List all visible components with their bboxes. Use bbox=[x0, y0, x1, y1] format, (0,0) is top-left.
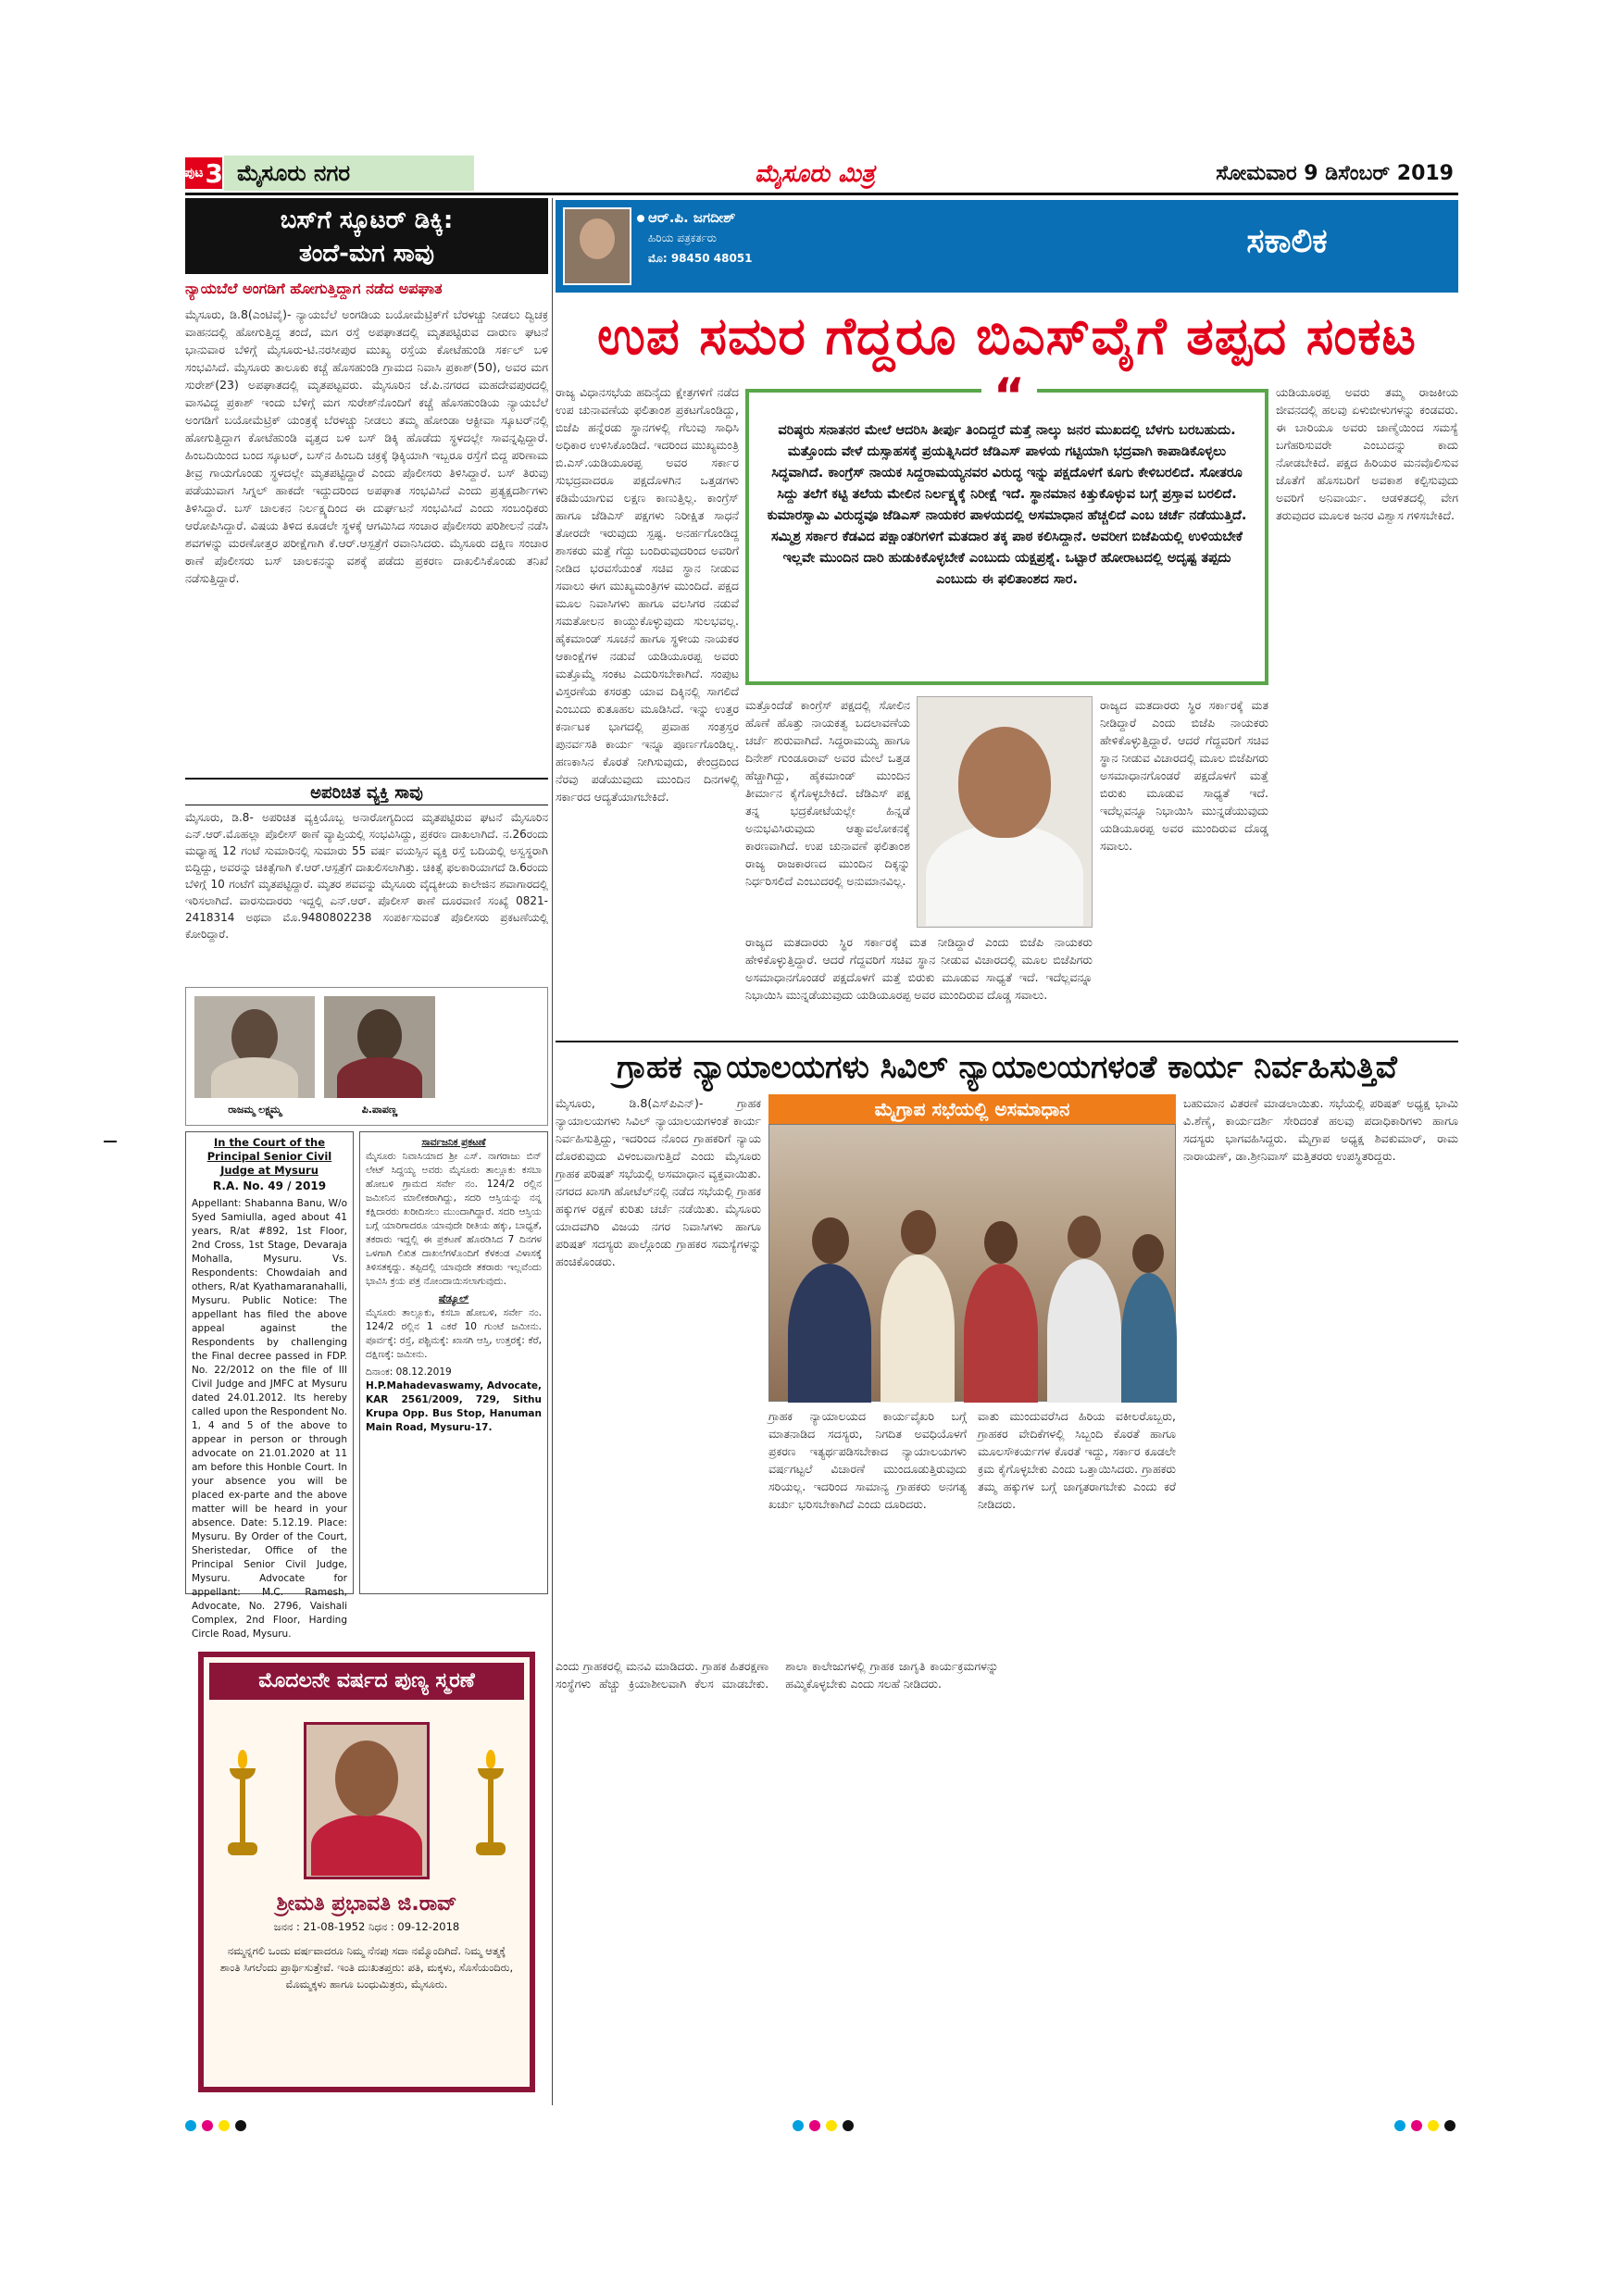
court-notice bbox=[185, 1131, 354, 1640]
obituary-caption-1: ರಾಜಮ್ಮ ಲಕ್ಷ್ಮಮ್ಮ bbox=[228, 1104, 281, 1116]
memorial-photo-sari bbox=[311, 1815, 422, 1876]
column-body-part3: ರಾಜ್ಯದ ಮತದಾರರು ಸ್ಥಿರ ಸರ್ಕಾರಕ್ಕೆ ಮತ ನೀಡಿದ್ದಾರೆ ಎಂದು ಬಿಜೆಪಿ ನಾಯಕರು ಹೇಳಿಕೊಳ್ಳುತ್ತಿದ್ದಾರೆ. ಆದರೆ ಗೆದ್ದವರಿಗೆ ಸಚಿವ ಸ್ಥಾನ ನೀಡುವ ವಿಚಾರದಲ್ಲಿ ಮೂಲ ಬಿಜೆಪಿಗರು ಅಸಮಾಧಾನಗೊಂಡರೆ ಪಕ್ಷದೊಳಗೆ ಮತ್ತೆ ಬಿರುಕು ಮೂಡುವ ಸಾಧ್ಯತೆ ಇದೆ. ಇದೆಲ್ಲವನ್ನೂ ನಿಭಾಯಿಸಿ ಮುನ್ನಡೆಯುವುದು ಯಡಿಯೂರಪ್ಪ ಅವರ ಮುಂದಿರುವ ದೊಡ್ಡ ಸವಾಲು. bbox=[1100, 698, 1268, 853]
column-divider bbox=[552, 198, 553, 2105]
memorial-photo-face bbox=[335, 1741, 398, 1816]
public-notice bbox=[359, 1131, 548, 1594]
accident-headline bbox=[185, 198, 548, 274]
column-tag: ಸಕಾಲಿಕ bbox=[1246, 222, 1328, 260]
consumer-story-part1: ಮೈಸೂರು, ಡಿ.8(ಎಸ್‌ಪಿಎನ್)- ಗ್ರಾಹಕ ನ್ಯಾಯಾಲಯಗಳು ಸಿವಿಲ್ ನ್ಯಾಯಾಲಯಗಳಂತೆ ಕಾರ್ಯ ನಿರ್ವಹಿಸುತ್ತಿದ್ದು, ಇದರಿಂದ ನೊಂದ ಗ್ರಾಹಕರಿಗೆ ನ್ಯಾಯ ದೊರಕುವುದು ವಿಳಂಬವಾಗುತ್ತಿದೆ ಎಂದು ಮೈಸೂರು ಗ್ರಾಹಕ ಪರಿಷತ್ ಸಭೆಯಲ್ಲಿ ಅಸಮಾಧಾನ ವ್ಯಕ್ತವಾಯಿತು. ನಗರದ ಖಾಸಗಿ ಹೋಟೆಲ್‌ನಲ್ಲಿ ನಡೆದ ಸಭೆಯಲ್ಲಿ ಗ್ರಾಹಕ ಹಕ್ಕುಗಳ ರಕ್ಷಣೆ ಕುರಿತು ಚರ್ಚೆ ನಡೆಯಿತು. ಮೈಸೂರು ಯಾದವಗಿರಿ ವಿಜಯ ನಗರ ನಿವಾಸಿಗಳು ಹಾಗೂ ಪರಿಷತ್ ಸದಸ್ಯರು ಪಾಲ್ಗೊಂಡು ಗ್ರಾಹಕರ ಸಮಸ್ಯೆಗಳನ್ನು ಹಂಚಿಕೊಂಡರು. bbox=[556, 1096, 761, 1268]
obituary-caption-2: ಪಿ.ಪಾಪಣ್ಣ bbox=[361, 1104, 398, 1116]
newspaper-logo: ಮೈಸೂರು ಮಿತ್ರ bbox=[755, 160, 875, 188]
accident-headline-line1: ಬಸ್‌ಗೆ ಸ್ಕೂಟರ್ ಡಿಕ್ಕಿ: bbox=[280, 206, 454, 234]
bullet-icon bbox=[637, 215, 644, 222]
notice-date: ದಿನಾಂಕ: 08.12.2019 bbox=[366, 1366, 452, 1378]
schedule-body: ಮೈಸೂರು ತಾಲ್ಲೂಕು, ಕಸಬಾ ಹೋಬಳಿ, ಸರ್ವೇ ನಂ. 124/2 ರಲ್ಲಿನ 1 ಎಕರೆ 10 ಗುಂಟೆ ಜಮೀನು. ಪೂರ್ವಕ್ಕೆ: ರಸ್ತೆ, ಪಶ್ಚಿಮಕ್ಕೆ: ಖಾಸಗಿ ಆಸ್ತಿ, ಉತ್ತರಕ್ಕೆ: ಕೆರೆ, ದಕ್ಷಿಣಕ್ಕೆ: ಜಮೀನು. bbox=[366, 1307, 542, 1360]
consumer-story-part3: ವಾತು ಮುಂದುವರೆಸಿದ ಹಿರಿಯ ವಕೀಲರೊಬ್ಬರು, ಗ್ರಾಹಕರ ವೇದಿಕೆಗಳಲ್ಲಿ ಸಿಬ್ಬಂದಿ ಕೊರತೆ ಹಾಗೂ ಮೂಲಸೌಕರ್ಯಗಳ ಕೊರತೆ ಇದ್ದು, ಸರ್ಕಾರ ಕೂಡಲೇ ಕ್ರಮ ಕೈಗೊಳ್ಳಬೇಕು ಎಂದು ಒತ್ತಾಯಿಸಿದರು. ಗ್ರಾಹಕರು ತಮ್ಮ ಹಕ್ಕುಗಳ ಬಗ್ಗೆ ಜಾಗೃತರಾಗಬೇಕು ಎಂದು ಕರೆ ನೀಡಿದರು. bbox=[978, 1409, 1176, 1511]
public-notice-heading: ಸಾರ್ವಜನಿಕ ಪ್ರಕಟಣೆ bbox=[421, 1137, 486, 1148]
column-body-part4: ಯಡಿಯೂರಪ್ಪ ಅವರು ತಮ್ಮ ರಾಜಕೀಯ ಜೀವನದಲ್ಲಿ ಹಲವು ಏಳುಬೀಳುಗಳನ್ನು ಕಂಡವರು. ಈ ಬಾರಿಯೂ ಅವರು ಜಾಣ್ಮೆಯಿಂದ ಸಮಸ್ಯೆ ಬಗೆಹರಿಸುವರೇ ಎಂಬುದನ್ನು ಕಾದು ನೋಡಬೇಕಿದೆ. ಪಕ್ಷದ ಹಿರಿಯರ ಮನವೊಲಿಸುವ ಜೊತೆಗೆ ಹೊಸಬರಿಗೆ ಅವಕಾಶ ಕಲ್ಪಿಸುವುದು ಅವರಿಗೆ ಅನಿವಾರ್ಯ. ಆಡಳಿತದಲ್ಲಿ ವೇಗ ತರುವುದರ ಮೂಲಕ ಜನರ ವಿಶ್ವಾಸ ಗಳಿಸಬೇಕಿದೆ. bbox=[1276, 385, 1458, 522]
memorial-text: ನಮ್ಮನ್ನಗಲಿ ಒಂದು ವರ್ಷವಾದರೂ ನಿಮ್ಮ ನೆನಪು ಸದಾ ನಮ್ಮೊಂದಿಗಿದೆ. ನಿಮ್ಮ ಆತ್ಮಕ್ಕೆ ಶಾಂತಿ ಸಿಗಲೆಂದು ಪ್ರಾರ್ಥಿಸುತ್ತೇವೆ. ಇಂತಿ ದುಃಖತಪ್ತರು: ಪತಿ, ಮಕ್ಕಳು, ಸೊಸೆಯಂದಿರು, ಮೊಮ್ಮಕ್ಕಳು ಹಾಗೂ ಬಂಧುಮಿತ್ರರು, ಮೈಸೂರು. bbox=[219, 1944, 514, 1990]
obituary-photo-1 bbox=[194, 996, 315, 1098]
columnist-phone: ಮೊ: 98450 48051 bbox=[648, 252, 753, 265]
registration-mark-icon bbox=[793, 2120, 804, 2131]
stranger-death-body: ಮೈಸೂರು, ಡಿ.8- ಅಪರಿಚಿತ ವ್ಯಕ್ತಿಯೊಬ್ಬ ಅನಾರೋಗ್ಯದಿಂದ ಮೃತಪಟ್ಟಿರುವ ಘಟನೆ ಮೈಸೂರಿನ ಎನ್.ಆರ್.ಮೊಹಲ್ಲಾ ಪೊಲೀಸ್ ಠಾಣೆ ವ್ಯಾಪ್ತಿಯಲ್ಲಿ ಸಂಭವಿಸಿದ್ದು, ಪ್ರಕರಣ ದಾಖಲಾಗಿದೆ. ನ.26ರಂದು ಮಧ್ಯಾಹ್ನ 12 ಗಂಟೆ ಸುಮಾರಿನಲ್ಲಿ ಸುಮಾರು 55 ವರ್ಷ ವಯಸ್ಸಿನ ವ್ಯಕ್ತಿ ರಸ್ತೆ ಬದಿಯಲ್ಲಿ ಅಸ್ವಸ್ಥರಾಗಿ ಬಿದ್ದಿದ್ದು, ಅವರನ್ನು ಚಿಕಿತ್ಸೆಗಾಗಿ ಕೆ.ಆರ್.ಆಸ್ಪತ್ರೆಗೆ ದಾಖಲಿಸಲಾಗಿತ್ತು. ಚಿಕಿತ್ಸೆ ಫಲಕಾರಿಯಾಗದೆ ಡಿ.6ರಂದು ಬೆಳಿಗ್ಗೆ 10 ಗಂಟೆಗೆ ಮೃತಪಟ್ಟಿದ್ದಾರೆ. ಮೃತರ ಶವವನ್ನು ಮೈಸೂರು ವೈದ್ಯಕೀಯ ಕಾಲೇಜಿನ ಶವಾಗಾರದಲ್ಲಿ ಇರಿಸಲಾಗಿದೆ. ವಾರಸುದಾರರು ಇದ್ದಲ್ಲಿ ಎನ್.ಆರ್. ಪೊಲೀಸ್ ಠಾಣೆ ದೂರವಾಣಿ ಸಂಖ್ಯೆ 0821-2418314 ಅಥವಾ ಮೊ.9480802238 ಸಂಪರ್ಕಿಸುವಂತೆ ಪೊಲೀಸರು ಪ್ರಕಟಣೆಯಲ್ಲಿ ಕೋರಿದ್ದಾರೆ. bbox=[185, 811, 548, 941]
schedule-heading: ಷೆಡ್ಯೂಲ್ bbox=[438, 1293, 469, 1304]
registration-mark-icon bbox=[843, 2120, 854, 2131]
columnist-name: ಆರ್.ಪಿ. ಜಗದೀಶ್ bbox=[648, 209, 736, 226]
consumer-story-part4: ಎಂದು ಗ್ರಾಹಕರಲ್ಲಿ ಮನವಿ ಮಾಡಿದರು. ಗ್ರಾಹಕ ಹಿತರಕ್ಷಣಾ ಸಂಸ್ಥೆಗಳು ಹೆಚ್ಚು ಕ್ರಿಯಾಶೀಲವಾಗಿ ಕೆಲಸ ಮಾಡಬೇಕು. ಶಾಲಾ ಕಾಲೇಜುಗಳಲ್ಲಿ ಗ್ರಾಹಕ ಜಾಗೃತಿ ಕಾರ್ಯಕ್ರಮಗಳನ್ನು ಹಮ್ಮಿಕೊಳ್ಳಬೇಕು ಎಂದು ಸಲಹೆ ನೀಡಿದರು. bbox=[556, 1659, 999, 1691]
section-title: ಮೈಸೂರು ನಗರ bbox=[224, 156, 474, 191]
meeting-photo bbox=[768, 1124, 1176, 1402]
notice-advocate: H.P.Mahadevaswamy, Advocate, KAR 2561/2009, 729, Sithu Krupa Opp. Bus Stop, Hanuman Main Road, Mysuru-17. bbox=[366, 1380, 542, 1433]
accident-story-body: ಮೈಸೂರು, ಡಿ.8(ಎಂಟಿವೈ)- ನ್ಯಾಯಬೆಲೆ ಅಂಗಡಿಯ ಬಯೋಮೆಟ್ರಿಕ್‌ಗೆ ಬೆರಳಚ್ಚು ನೀಡಲು ದ್ವಿಚಕ್ರ ವಾಹನದಲ್ಲಿ ಹೋಗುತ್ತಿದ್ದ ತಂದೆ, ಮಗ ರಸ್ತೆ ಅಪಘಾತದಲ್ಲಿ ಮೃತಪಟ್ಟಿರುವ ದಾರುಣ ಘಟನೆ ಭಾನುವಾರ ಬೆಳಿಗ್ಗೆ ಮೈಸೂರು-ಟಿ.ನರಸೀಪುರ ಮುಖ್ಯ ರಸ್ತೆಯ ಕೋಟೆಹುಂಡಿ ಸರ್ಕಲ್ ಬಳಿ ಸಂಭವಿಸಿದೆ. ಮೈಸೂರು ತಾಲೂಕು ಕಚ್ಚೆ ಹೊಸಹುಂಡಿ ಗ್ರಾಮದ ನಿವಾಸಿ ಪ್ರಕಾಶ್(50), ಅವರ ಮಗ ಸುರೇಶ್(23) ಅಪಘಾತದಲ್ಲಿ ಮೃತಪಟ್ಟವರು. ಮೈಸೂರಿನ ಜೆ.ಪಿ.ನಗರದ ಮಹದೇವಪುರದಲ್ಲಿ ವಾಸವಿದ್ದ ಪ್ರಕಾಶ್ ಇಂದು ಬೆಳಿಗ್ಗೆ ಮಗ ಸುರೇಶ್‌ನೊಂದಿಗೆ ಕಚ್ಚೆ ಹೊಸಹುಂಡಿಯ ನ್ಯಾಯಬೆಲೆ ಅಂಗಡಿಗೆ ಬಯೋಮೆಟ್ರಿಕ್ ಯಂತ್ರಕ್ಕೆ ಬೆರಳಚ್ಚು ನೀಡಲು ತಮ್ಮ ಹೋಂಡಾ ಆಕ್ಟೀವಾ ಸ್ಕೂಟರ್‌ನಲ್ಲಿ ಹೋಗುತ್ತಿದ್ದಾಗ ಕೋಟೆಹುಂಡಿ ವೃತ್ತದ ಬಳಿ ಬಸ್ ಡಿಕ್ಕಿ ಹೊಡೆದು ಸ್ಥಳದಲ್ಲೇ ಸಾವನ್ನಪ್ಪಿದ್ದಾರೆ. ಹಿಂಬದಿಯಿಂದ ಬಂದ ಸ್ಕೂಟರ್, ಬಸ್‌ನ ಹಿಂಬದಿ ಚಕ್ರಕ್ಕೆ ಢಿಕ್ಕಿಯಾಗಿ ಇಬ್ಬರೂ ರಸ್ತೆಗೆ ಬಿದ್ದ ಪರಿಣಾಮ ತೀವ್ರ ಗಾಯಗೊಂಡು ಸ್ಥಳದಲ್ಲೇ ಮೃತಪಟ್ಟಿದ್ದಾರೆ ಎಂದು ಪೊಲೀಸರು ತಿಳಿಸಿದ್ದಾರೆ. ಬಸ್ ತಿರುವು ಪಡೆಯುವಾಗ ಸಿಗ್ನಲ್ ಹಾಕದೇ ಇದ್ದುದರಿಂದ ಅಪಘಾತ ಸಂಭವಿಸಿದೆ ಎಂದು ಪ್ರತ್ಯಕ್ಷದರ್ಶಿಗಳು ತಿಳಿಸಿದ್ದಾರೆ. ಬಸ್ ಚಾಲಕನ ನಿರ್ಲಕ್ಷ್ಯದಿಂದ ಈ ದುರ್ಘಟನೆ ಸಂಭವಿಸಿದೆ ಎಂದು ಸಂಬಂಧಿಕರು ಆರೋಪಿಸಿದ್ದಾರೆ. ವಿಷಯ ತಿಳಿದ ಕೂಡಲೇ ಸ್ಥಳಕ್ಕೆ ಆಗಮಿಸಿದ ಸಂಚಾರ ಪೊಲೀಸರು ಪರಿಶೀಲನೆ ನಡೆಸಿ ಶವಗಳನ್ನು ಮರಣೋತ್ತರ ಪರೀಕ್ಷೆಗಾಗಿ ಕೆ.ಆರ್.ಆಸ್ಪತ್ರೆಗೆ ರವಾನಿಸಿದರು. ಮೈಸೂರು ದಕ್ಷಿಣ ಸಂಚಾರ ಠಾಣೆ ಪೊಲೀಸರು ಬಸ್ ಚಾಲಕನನ್ನು ವಶಕ್ಕೆ ಪಡೆದು ಪ್ರಕರಣ ದಾಖಲಿಸಿಕೊಂಡು ತನಿಖೆ ನಡೆಸುತ್ತಿದ್ದಾರೆ. bbox=[185, 307, 548, 585]
court-notice-body: Appellant: Shabanna Banu, W/o Syed Samiulla, aged about 41 years, R/at #892, 1st Floor, 2nd Cross, 1st Stage, Devaraja Mohalla, Mysuru. Vs. Respondents: Chowdaiah and others, R/at Kyathamaranahalli, Mysuru. Public Notice: The appellant has filed the above appeal against the Respondents by challenging the Final decree passed in FDP. No. 22/2012 on the file of III Civil Judge and JMFC at Mysuru dated 24.01.2012. Its hereby called upon the Respondent No. 1, 4 and 5 of the above to appear in person or through advocate on 21.01.2020 at 11 am before this Honble Court. In your absence you will be placed ex-parte and the above matter will be heard in your absence. Date: 5.12.19. Place: Mysuru. By Order of the Court, Sheristedar, Office of the Principal Senior Civil Judge, Mysuru. Advocate for appellant: M.C. Ramesh, Advocate, No. 2796, Vaishali Complex, 2nd Floor, Harding Circle Road, Mysuru. bbox=[192, 1198, 347, 1640]
registration-mark-icon bbox=[809, 2120, 820, 2131]
court-notice-title: In the Court of the Principal Senior Civil Judge at Mysuru bbox=[206, 1136, 332, 1177]
page-label: ಪುಟ bbox=[183, 166, 204, 181]
portrait-shirt bbox=[926, 824, 1083, 926]
oil-lamp-icon bbox=[226, 1750, 259, 1861]
registration-mark-icon bbox=[1428, 2120, 1439, 2131]
section-rule bbox=[556, 1041, 1458, 1042]
memorial-dates: ಜನನ : 21-08-1952 ನಿಧನ : 09-12-2018 bbox=[273, 1920, 460, 1933]
registration-mark-icon bbox=[1394, 2120, 1405, 2131]
registration-mark-icon bbox=[1411, 2120, 1422, 2131]
pull-quote-box: ವರಿಷ್ಠರು ಸನಾತನರ ಮೇಲೆ ಆದರಿಸಿ ತೀರ್ಪು ತಿಂದಿದ್ದರೆ ಮತ್ತೆ ನಾಲ್ಕು ಜನರ ಮುಖದಲ್ಲಿ ಬೆಳಗು ಬರಬಹುದು. ಮತ್ತೊಂದು ವೇಳೆ ದುಸ್ಸಾಹಸಕ್ಕೆ ಪ್ರಯತ್ನಿಸಿದರೆ ಜೆಡಿಎಸ್ ಪಾಳಯ ಗಟ್ಟಿಯಾಗಿ ಭದ್ರವಾಗಿ ಕಾಪಾಡಿಕೊಳ್ಳಲು ಸಿದ್ಧವಾಗಿದೆ. ಕಾಂಗ್ರೆಸ್ ನಾಯಕ ಸಿದ್ದರಾಮಯ್ಯನವರ ವಿರುದ್ಧ ಇನ್ನು ಪಕ್ಷದೊಳಗೆ ಕೂಗು ಕೇಳಿಬರಲಿದೆ. ಸೋತರೂ ಸಿದ್ದು ತಲೆಗೆ ಕಟ್ಟಿ ತಲೆಯ ಮೇಲಿನ ನಿರ್ಲಕ್ಷ್ಯಕ್ಕೆ ನಿರೀಕ್ಷೆ ಇದೆ. ಸ್ಥಾನಮಾನ ಕಿತ್ತುಕೊಳ್ಳುವ ಬಗ್ಗೆ ಪ್ರಸ್ತಾವ ಬರಲಿದೆ. ಕುಮಾರಸ್ವಾಮಿ ವಿರುದ್ಧವೂ ಜೆಡಿಎಸ್ ನಾಯಕರ ಪಾಳಯದಲ್ಲಿ ಅಸಮಾಧಾನ ಹೆಚ್ಚಲಿದೆ ಎಂಬ ಚರ್ಚೆ ನಡೆಯುತ್ತಿದೆ. ಸಮ್ಮಿಶ್ರ ಸರ್ಕಾರ ಕೆಡವಿದ ಪಕ್ಷಾಂತರಿಗಳಿಗೆ ಮತದಾರ ತಕ್ಕ ಪಾಠ ಕಲಿಸಿದ್ದಾನೆ. ಅವರೀಗ ಬಿಜೆಪಿಯಲ್ಲಿ ಉಳಿಯಬೇಕೆ ಇಲ್ಲವೇ ಮುಂದಿನ ದಾರಿ ಹುಡುಕಿಕೊಳ್ಳಬೇಕೆ ಎಂಬುದು ಯಕ್ಷಪ್ರಶ್ನೆ. ಒಟ್ಟಾರೆ ಹೋರಾಟದಲ್ಲಿ ಅದೃಷ್ಟ ತಪ್ಪದು ಎಂಬುದು ಈ ಫಲಿತಾಂಶದ ಸಾರ. bbox=[745, 389, 1268, 685]
registration-mark-icon bbox=[202, 2120, 213, 2131]
public-notice-body: ಮೈಸೂರು ನಿವಾಸಿಯಾದ ಶ್ರೀ ಎಸ್. ನಾಗರಾಜು ಬಿನ್ ಲೇಟ್ ಸಿದ್ದಯ್ಯ ಅವರು ಮೈಸೂರು ತಾಲ್ಲೂಕು ಕಸಬಾ ಹೋಬಳಿ ಗ್ರಾಮದ ಸರ್ವೇ ನಂ. 124/2 ರಲ್ಲಿನ ಜಮೀನಿನ ಮಾಲೀಕರಾಗಿದ್ದು, ಸದರಿ ಆಸ್ತಿಯನ್ನು ನನ್ನ ಕಕ್ಷಿದಾರರು ಖರೀದಿಸಲು ಮುಂದಾಗಿದ್ದಾರೆ. ಸದರಿ ಆಸ್ತಿಯ ಬಗ್ಗೆ ಯಾರಿಗಾದರೂ ಯಾವುದೇ ರೀತಿಯ ಹಕ್ಕು, ಬಾಧ್ಯತೆ, ತಕರಾರು ಇದ್ದಲ್ಲಿ ಈ ಪ್ರಕಟಣೆ ಹೊರಡಿಸಿದ 7 ದಿನಗಳ ಒಳಗಾಗಿ ಲಿಖಿತ ದಾಖಲೆಗಳೊಂದಿಗೆ ಕೆಳಕಂಡ ವಿಳಾಸಕ್ಕೆ ತಿಳಿಸತಕ್ಕದ್ದು. ತಪ್ಪಿದಲ್ಲಿ ಯಾವುದೇ ತಕರಾರು ಇಲ್ಲವೆಂದು ಭಾವಿಸಿ ಕ್ರಯ ಪತ್ರ ನೋಂದಾಯಿಸಲಾಗುವುದು. bbox=[366, 1151, 542, 1287]
consumer-story-part5: ಬಹುಮಾನ ವಿತರಣೆ ಮಾಡಲಾಯಿತು. ಸಭೆಯಲ್ಲಿ ಪರಿಷತ್ ಅಧ್ಯಕ್ಷ ಭಾಮಿ ವಿ.ಶೆಣೈ, ಕಾರ್ಯದರ್ಶಿ ಸೇರಿದಂತೆ ಹಲವು ಪದಾಧಿಕಾರಿಗಳು ಹಾಗೂ ಸದಸ್ಯರು ಭಾಗವಹಿಸಿದ್ದರು. ಮೈಗ್ರಾಪ ಅಧ್ಯಕ್ಷ ಶಿವಕುಮಾರ್, ರಾಮ ನಾರಾಯಣ್, ಡಾ.ಶ್ರೀನಿವಾಸ್ ಮತ್ತಿತರರು ಉಪಸ್ಥಿತರಿದ್ದರು. bbox=[1183, 1096, 1458, 1163]
memorial-name: ಶ್ರೀಮತಿ ಪ್ರಭಾವತಿ ಜಿ.ರಾವ್ bbox=[276, 1892, 457, 1915]
obituary-photo-2 bbox=[324, 996, 435, 1098]
meeting-photo-caption: ಮೈಗ್ರಾಪ ಸಭೆಯಲ್ಲಿ ಅಸಮಾಧಾನ bbox=[768, 1094, 1176, 1124]
consumer-court-headline: ಗ್ರಾಹಕ ನ್ಯಾಯಾಲಯಗಳು ಸಿವಿಲ್ ನ್ಯಾಯಾಲಯಗಳಂತೆ ಕಾರ್ಯ ನಿರ್ವಹಿಸುತ್ತಿವೆ bbox=[556, 1044, 1458, 1091]
registration-mark-icon bbox=[235, 2120, 246, 2131]
fold-mark bbox=[104, 1141, 117, 1142]
quote-mark-icon: “ bbox=[981, 378, 1037, 415]
registration-mark-icon bbox=[185, 2120, 196, 2131]
issue-date: ಸೋಮವಾರ 9 ಡಿಸೆಂಬರ್ 2019 bbox=[1216, 162, 1454, 185]
page-number: 3 bbox=[205, 157, 224, 189]
memorial-title: ಮೊದಲನೇ ವರ್ಷದ ಪುಣ್ಯ ಸ್ಮರಣೆ bbox=[209, 1663, 524, 1700]
oil-lamp-icon bbox=[474, 1750, 507, 1861]
court-case-number: R.A. No. 49 / 2019 bbox=[212, 1179, 327, 1192]
consumer-story-part2: ಗ್ರಾಹಕ ನ್ಯಾಯಾಲಯದ ಕಾರ್ಯವೈಖರಿ ಬಗ್ಗೆ ಮಾತನಾಡಿದ ಸದಸ್ಯರು, ನಿಗದಿತ ಅವಧಿಯೊಳಗೆ ಪ್ರಕರಣ ಇತ್ಯರ್ಥಪಡಿಸಬೇಕಾದ ನ್ಯಾಯಾಲಯಗಳು ವರ್ಷಗಟ್ಟಲೆ ವಿಚಾರಣೆ ಮುಂದೂಡುತ್ತಿರುವುದು ಸರಿಯಲ್ಲ. ಇದರಿಂದ ಸಾಮಾನ್ಯ ಗ್ರಾಹಕರು ಅನಗತ್ಯ ಖರ್ಚು ಭರಿಸಬೇಕಾಗಿದೆ ಎಂದು ದೂರಿದರು. bbox=[768, 1409, 967, 1511]
column-body-part2b: ರಾಜ್ಯದ ಮತದಾರರು ಸ್ಥಿರ ಸರ್ಕಾರಕ್ಕೆ ಮತ ನೀಡಿದ್ದಾರೆ ಎಂದು ಬಿಜೆಪಿ ನಾಯಕರು ಹೇಳಿಕೊಳ್ಳುತ್ತಿದ್ದಾರೆ. ಆದರೆ ಗೆದ್ದವರಿಗೆ ಸಚಿವ ಸ್ಥಾನ ನೀಡುವ ವಿಚಾರದಲ್ಲಿ ಮೂಲ ಬಿಜೆಪಿಗರು ಅಸಮಾಧಾನಗೊಂಡರೆ ಪಕ್ಷದೊಳಗೆ ಮತ್ತೆ ಬಿರುಕು ಮೂಡುವ ಸಾಧ್ಯತೆ ಇದೆ. ಇದೆಲ್ಲವನ್ನೂ ನಿಭಾಯಿಸಿ ಮುನ್ನಡೆಯುವುದು ಯಡಿಯೂರಪ್ಪ ಅವರ ಮುಂದಿರುವ ದೊಡ್ಡ ಸವಾಲು. bbox=[745, 935, 1093, 1002]
registration-mark-icon bbox=[826, 2120, 837, 2131]
accident-headline-line2: ತಂದೆ-ಮಗ ಸಾವು bbox=[299, 240, 434, 268]
accident-kicker: ನ್ಯಾಯಬೆಲೆ ಅಂಗಡಿಗೆ ಹೋಗುತ್ತಿದ್ದಾಗ ನಡೆದ ಅಪಘಾತ bbox=[185, 280, 443, 297]
page-number-badge bbox=[185, 157, 222, 189]
columnist-photo-face bbox=[580, 218, 615, 259]
column-body-part2: ಮತ್ತೊಂದೆಡೆ ಕಾಂಗ್ರೆಸ್ ಪಕ್ಷದಲ್ಲಿ ಸೋಲಿನ ಹೊಣೆ ಹೊತ್ತು ನಾಯಕತ್ವ ಬದಲಾವಣೆಯ ಚರ್ಚೆ ಶುರುವಾಗಿದೆ. ಸಿದ್ದರಾಮಯ್ಯ ಹಾಗೂ ದಿನೇಶ್ ಗುಂಡೂರಾವ್ ಅವರ ಮೇಲೆ ಒತ್ತಡ ಹೆಚ್ಚಾಗಿದ್ದು, ಹೈಕಮಾಂಡ್ ಮುಂದಿನ ತೀರ್ಮಾನ ಕೈಗೊಳ್ಳಬೇಕಿದೆ. ಜೆಡಿಎಸ್ ಪಕ್ಷ ತನ್ನ ಭದ್ರಕೋಟೆಯಲ್ಲೇ ಹಿನ್ನಡೆ ಅನುಭವಿಸಿರುವುದು ಆತ್ಮಾವಲೋಕನಕ್ಕೆ ಕಾರಣವಾಗಿದೆ. ಉಪ ಚುನಾವಣೆ ಫಲಿತಾಂಶ ರಾಜ್ಯ ರಾಜಕಾರಣದ ಮುಂದಿನ ದಿಕ್ಕನ್ನು ನಿರ್ಧರಿಸಲಿದೆ ಎಂಬುದರಲ್ಲಿ ಅನುಮಾನವಿಲ್ಲ. bbox=[745, 698, 910, 888]
masthead-rule bbox=[185, 193, 1458, 195]
column-body-part1: ರಾಜ್ಯ ವಿಧಾನಸಭೆಯ ಹದಿನೈದು ಕ್ಷೇತ್ರಗಳಿಗೆ ನಡೆದ ಉಪ ಚುನಾವಣೆಯ ಫಲಿತಾಂಶ ಪ್ರಕಟಗೊಂಡಿದ್ದು, ಬಿಜೆಪಿ ಹನ್ನೆರಡು ಸ್ಥಾನಗಳಲ್ಲಿ ಗೆಲುವು ಸಾಧಿಸಿ ಅಧಿಕಾರ ಉಳಿಸಿಕೊಂಡಿದೆ. ಇದರಿಂದ ಮುಖ್ಯಮಂತ್ರಿ ಬಿ.ಎಸ್.ಯಡಿಯೂರಪ್ಪ ಅವರ ಸರ್ಕಾರ ಸುಭದ್ರವಾದರೂ ಪಕ್ಷದೊಳಗಿನ ಒತ್ತಡಗಳು ಕಡಿಮೆಯಾಗುವ ಲಕ್ಷಣ ಕಾಣುತ್ತಿಲ್ಲ. ಕಾಂಗ್ರೆಸ್ ಹಾಗೂ ಜೆಡಿಎಸ್ ಪಕ್ಷಗಳು ನಿರೀಕ್ಷಿತ ಸಾಧನೆ ತೋರದೇ ಇರುವುದು ಸ್ಪಷ್ಟ. ಅನರ್ಹಗೊಂಡಿದ್ದ ಶಾಸಕರು ಮತ್ತೆ ಗೆದ್ದು ಬಂದಿರುವುದರಿಂದ ಅವರಿಗೆ ನೀಡಿದ ಭರವಸೆಯಂತೆ ಸಚಿವ ಸ್ಥಾನ ನೀಡುವ ಸವಾಲು ಈಗ ಮುಖ್ಯಮಂತ್ರಿಗಳ ಮುಂದಿದೆ. ಪಕ್ಷದ ಮೂಲ ನಿವಾಸಿಗಳು ಹಾಗೂ ವಲಸಿಗರ ನಡುವೆ ಸಮತೋಲನ ಕಾಯ್ದುಕೊಳ್ಳುವುದು ಸುಲಭವಲ್ಲ. ಹೈಕಮಾಂಡ್ ಸೂಚನೆ ಹಾಗೂ ಸ್ಥಳೀಯ ನಾಯಕರ ಆಕಾಂಕ್ಷೆಗಳ ನಡುವೆ ಯಡಿಯೂರಪ್ಪ ಅವರು ಮತ್ತೊಮ್ಮೆ ಸಂಕಟ ಎದುರಿಸಬೇಕಾಗಿದೆ. ಸಂಪುಟ ವಿಸ್ತರಣೆಯ ಕಸರತ್ತು ಯಾವ ದಿಕ್ಕಿನಲ್ಲಿ ಸಾಗಲಿದೆ ಎಂಬುದು ಕುತೂಹಲ ಮೂಡಿಸಿದೆ. ಇನ್ನು ಉತ್ತರ ಕರ್ನಾಟಕ ಭಾಗದಲ್ಲಿ ಪ್ರವಾಹ ಸಂತ್ರಸ್ತರ ಪುನರ್ವಸತಿ ಕಾರ್ಯ ಇನ್ನೂ ಪೂರ್ಣಗೊಂಡಿಲ್ಲ. ಹಣಕಾಸಿನ ಕೊರತೆ ನೀಗಿಸುವುದು, ಕೇಂದ್ರದಿಂದ ನೆರವು ಪಡೆಯುವುದು ಮುಂದಿನ ದಿನಗಳಲ್ಲಿ ಸರ್ಕಾರದ ಆದ್ಯತೆಯಾಗಬೇಕಿದೆ. bbox=[556, 385, 739, 804]
columnist-role: ಹಿರಿಯ ಪತ್ರಕರ್ತರು bbox=[648, 231, 717, 244]
portrait-face bbox=[958, 727, 1051, 838]
main-headline: ಉಪ ಸಮರ ಗೆದ್ದರೂ ಬಿಎಸ್‌ವೈಗೆ ತಪ್ಪದ ಸಂಕಟ bbox=[597, 306, 1417, 367]
registration-mark-icon bbox=[219, 2120, 230, 2131]
registration-mark-icon bbox=[1444, 2120, 1455, 2131]
stranger-death-title: ಅಪರಿಚಿತ ವ್ಯಕ್ತಿ ಸಾವು bbox=[185, 778, 548, 805]
